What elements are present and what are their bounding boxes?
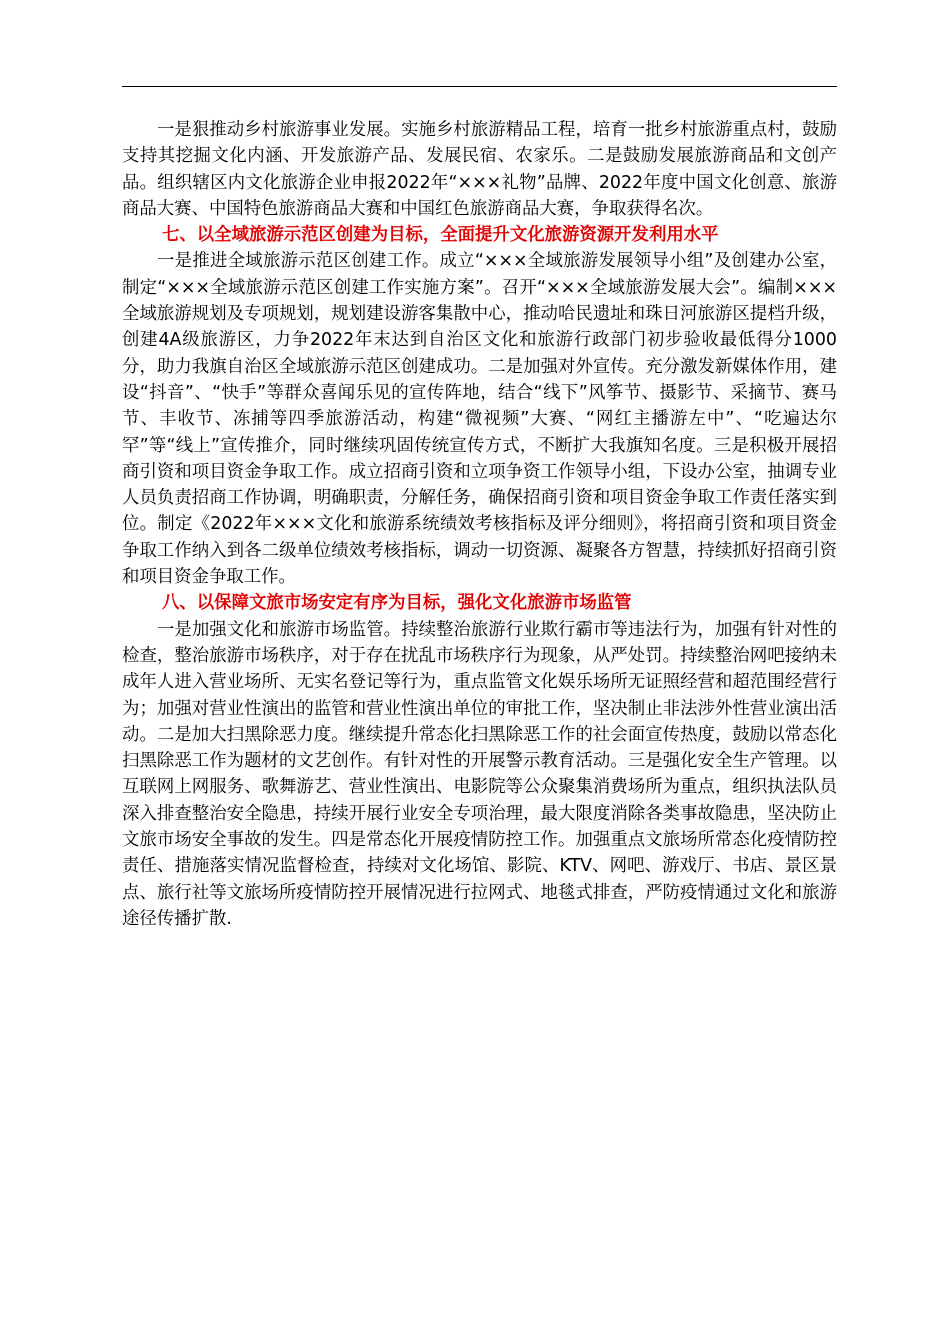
document-body [122, 117, 837, 932]
paragraph-market-supervision: 一是加强文化和旅游市场监管。持续整治旅游行业欺行霸市等违法行为，加强有针对性的检查，整治旅游市场秩序，对于存在扰乱市场秩序行为现象，从严处罚。持续整治网吧接纳未成年人进入营业场所、无实名登记等行为，重点监管文化娱乐场所无证照经营和超范围经营行为；加强对营业性演出的监管和营业性演出单位的审批工作，坚决制止非法涉外性营业演出活动。二是加大扫黑除恶力度。继续提升常态化扫黑除恶工作的社会面宣传热度，鼓励以常态化扫黑除恶工作为题材的文艺创作。有针对性的开展警示教育活动。三是强化安全生产管理。以互联网上网服务、歌舞游艺、营业性演出、电影院等公众聚集消费场所为重点，组织执法队员深入排查整治安全隐患，持续开展行业安全专项治理，最大限度消除各类事故隐患，坚决防止文旅市场安全事故的发生。四是常态化开展疫情防控工作。加强重点文旅场所常态化疫情防控责任、措施落实情况监督检查，持续对文化场馆、影院、KTV、网吧、游戏厅、书店、景区景点、旅行社等文旅场所疫情防控开展情况进行拉网式、地毯式排查，严防疫情通过文化和旅游途径传播扩散. [122, 619, 837, 929]
header-rule [122, 86, 837, 87]
section-heading-7: 七、以全域旅游示范区创建为目标，全面提升文化旅游资源开发利用水平 [162, 225, 719, 246]
paragraph-all-region-tourism: 一是推进全域旅游示范区创建工作。成立“×××全域旅游发展领导小组”及创建办公室，制定“×××全域旅游示范区创建工作实施方案”。召开“×××全域旅游发展大会”。编制×××全域旅游规划及专项规划，规划建设游客集散中心，推动哈民遗址和珠日河旅游区提档升级，创建4A级旅游区，力争2022年末达到自治区文化和旅游行政部门初步验收最低得分1000分，助力我旗自治区全域旅游示范区创建成功。二是加强对外宣传。充分激发新媒体作用，建设“抖音”、“快手”等群众喜闻乐见的宣传阵地，结合“线下”风筝节、摄影节、采摘节、赛马节、丰收节、冻捕等四季旅游活动，构建“微视频”大赛、“网红主播游左中”、“吃遍达尔罕”等“线上”宣传推介，同时继续巩固传统宣传方式，不断扩大我旗知名度。三是积极开展招商引资和项目资金争取工作。成立招商引资和立项争资工作领导小组，下设办公室，抽调专业人员负责招商工作协调，明确职责，分解任务，确保招商引资和项目资金争取工作责任落实到位。制定《2022年×××文化和旅游系统绩效考核指标及评分细则》，将招商引资和项目资金争取工作纳入到各二级单位绩效考核指标，调动一切资源、凝聚各方智慧，持续抓好招商引资和项目资金争取工作。 [122, 251, 837, 588]
section-heading-8: 八、以保障文旅市场安定有序为目标，强化文化旅游市场监管 [162, 593, 632, 614]
paragraph-rural-tourism: 一是狠推动乡村旅游事业发展。实施乡村旅游精品工程，培育一批乡村旅游重点村，鼓励支持其挖掘文化内涵、开发旅游产品、发展民宿、农家乐。二是鼓励发展旅游商品和文创产品。组织辖区内文化旅游企业申报2022年“×××礼物”品牌、2022年度中国文化创意、旅游商品大赛、中国特色旅游商品大赛和中国红色旅游商品大赛，争取获得名次。 [122, 120, 837, 219]
